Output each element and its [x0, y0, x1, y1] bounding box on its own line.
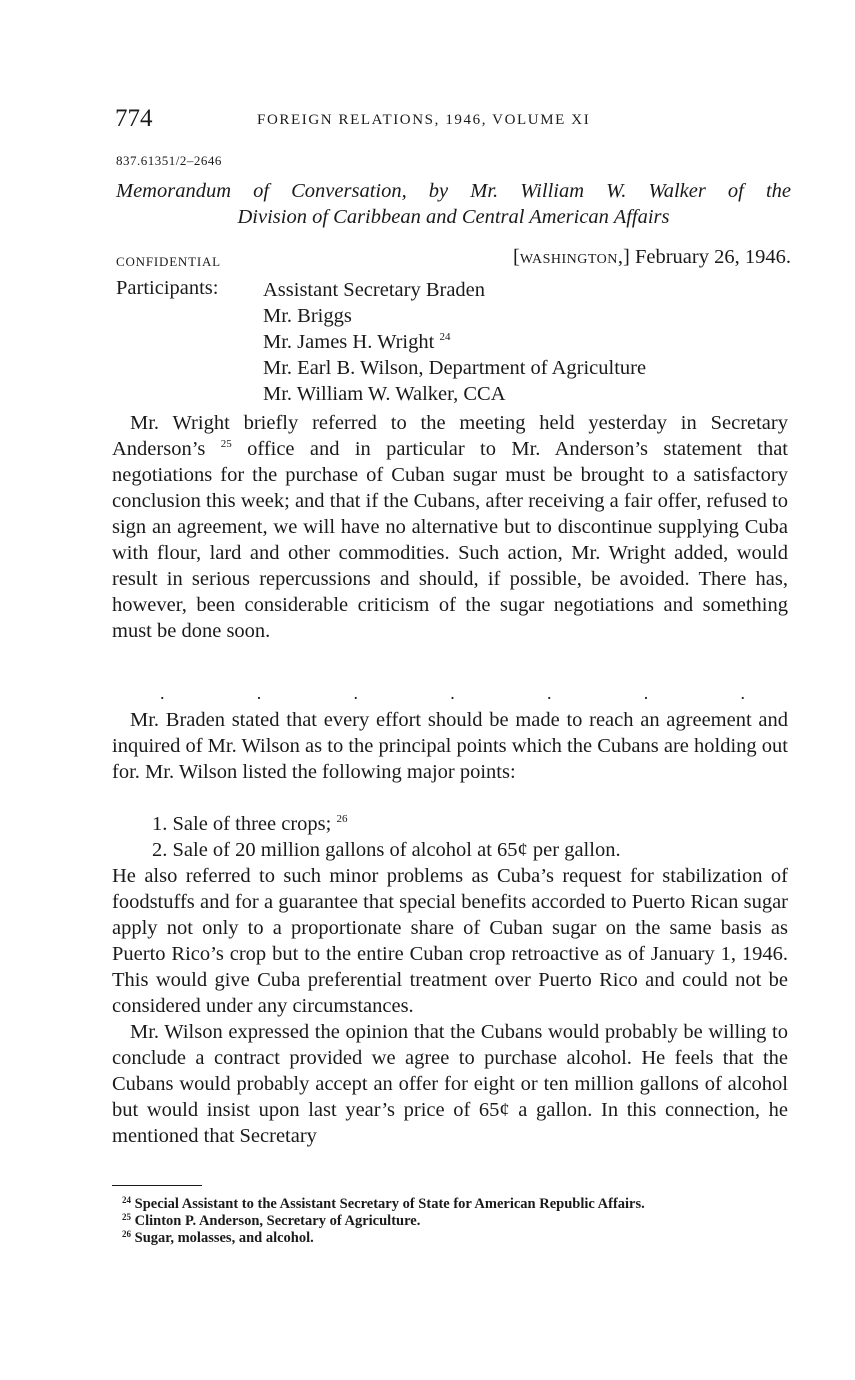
paragraph — [112, 410, 788, 644]
ellipsis-dot: . — [450, 683, 455, 703]
memo-title-line-2: Division of Caribbean and Central American Affairs — [237, 206, 670, 228]
dateline-place: WASHINGTON — [519, 252, 618, 267]
footnote-mark: 25 — [122, 1212, 131, 1222]
ellipsis-dot: . — [740, 683, 745, 703]
paragraph-text: office and in particular to Mr. Anderson’s statement that negotiations for the purchase of Cuban sugar must be brought to a satisfactory conclusion this week; and that if the Cubans, after receiving a fair offer, refused to sign an agreement, we will have no alternative but to discontinue supplying Cuba with flour, lard and other commodities. Such action, Mr. Wright added, would result in serious repercussions and should, if possible, be avoided. There has, however, been considerable criticism of the sugar negotiations and something must be done soon. — [112, 438, 788, 642]
footnote-mark: 24 — [122, 1195, 131, 1205]
paragraph-text: Mr. Wright briefly referred to the meeting held yesterday in Secretary Anderson’s — [112, 412, 788, 460]
memo-title-line-1: Memorandum of Conversation, by Mr. William W. Walker of the — [116, 180, 791, 202]
participant: Mr. Earl B. Wilson, Department of Agriculture — [263, 357, 647, 379]
participant: Assistant Secretary Braden — [263, 279, 486, 301]
participants-label: Participants: — [116, 277, 219, 299]
footnote — [112, 1230, 788, 1247]
ellipsis-dot: . — [547, 683, 552, 703]
participants-list — [263, 277, 646, 407]
participant: Mr. Briggs — [263, 305, 352, 327]
running-title: FOREIGN RELATIONS, 1946, VOLUME XI — [257, 112, 591, 128]
dateline — [513, 246, 791, 269]
ellipsis-dot: . — [353, 683, 358, 703]
dateline-date: February 26, 1946. — [634, 246, 791, 268]
participant: Mr. William W. Walker, CCA — [263, 383, 506, 405]
footnotes — [112, 1196, 788, 1247]
paragraph: Mr. Braden stated that every effort should be made to reach an agreement and inquired of Mr. Wilson as to the principal points which the Cubans are holding out for. Mr. Wilson listed the following major points: — [112, 709, 788, 783]
footnote-text: Sugar, molasses, and alcohol. — [134, 1230, 314, 1246]
memo-title — [116, 178, 791, 230]
point-item: 2. Sale of 20 million gallons of alcohol at 65¢ per gallon. — [152, 839, 621, 861]
footnote-ref: 24 — [439, 331, 451, 343]
point-text: 1. Sale of three crops; — [152, 813, 332, 835]
footnote-rule — [112, 1185, 202, 1186]
dateline-bracket-open: [ — [513, 246, 520, 268]
participant — [263, 329, 646, 355]
participant-name: Mr. James H. Wright — [263, 331, 435, 353]
footnote-mark: 26 — [122, 1229, 131, 1239]
footnote-text: Clinton P. Anderson, Secretary of Agriculture. — [134, 1213, 421, 1229]
footnote — [112, 1213, 788, 1230]
points-list — [152, 811, 621, 863]
ellipsis-dot: . — [256, 683, 262, 703]
page-number: 774 — [115, 105, 153, 132]
ellipsis-dot: . — [160, 683, 165, 703]
file-number: 837.61351/2–2646 — [116, 153, 222, 168]
classification: CONFIDENTIAL — [116, 254, 221, 269]
point-item — [152, 811, 621, 837]
footnote-ref: 25 — [220, 438, 232, 450]
ellipsis-separator — [160, 683, 745, 704]
body-block-1 — [112, 410, 788, 644]
paragraph: Mr. Wilson expressed the opinion that the Cubans would probably be willing to conclude a contract provided we agree to purchase alcohol. He feels that the Cubans would probably accept an offer for eight or ten million gallons of alcohol but would insist upon last year’s price of 65¢ a gallon. In this connection, he mentioned that Secretary — [112, 1021, 788, 1147]
body-block-2 — [112, 707, 788, 785]
paragraph: He also referred to such minor problems as Cuba’s request for stabilization of foodstuffs and for a guarantee that special benefits accorded to Puerto Rican sugar apply not only to a proportionate share of Cuban sugar on the same basis as Puerto Rico’s crop but to the entire Cuban crop retroactive as of January 1, 1946. This would give Cuba preferential treatment over Puerto Rico and could not be considered under any circumstances. — [112, 865, 788, 1017]
footnote-text: Special Assistant to the Assistant Secretary of State for American Republic Affairs. — [134, 1196, 645, 1212]
footnote — [112, 1196, 788, 1213]
body-block-3 — [112, 863, 788, 1149]
dateline-bracket-close: ,] — [617, 246, 630, 268]
footnote-ref: 26 — [336, 813, 348, 825]
ellipsis-dot: . — [643, 683, 649, 703]
